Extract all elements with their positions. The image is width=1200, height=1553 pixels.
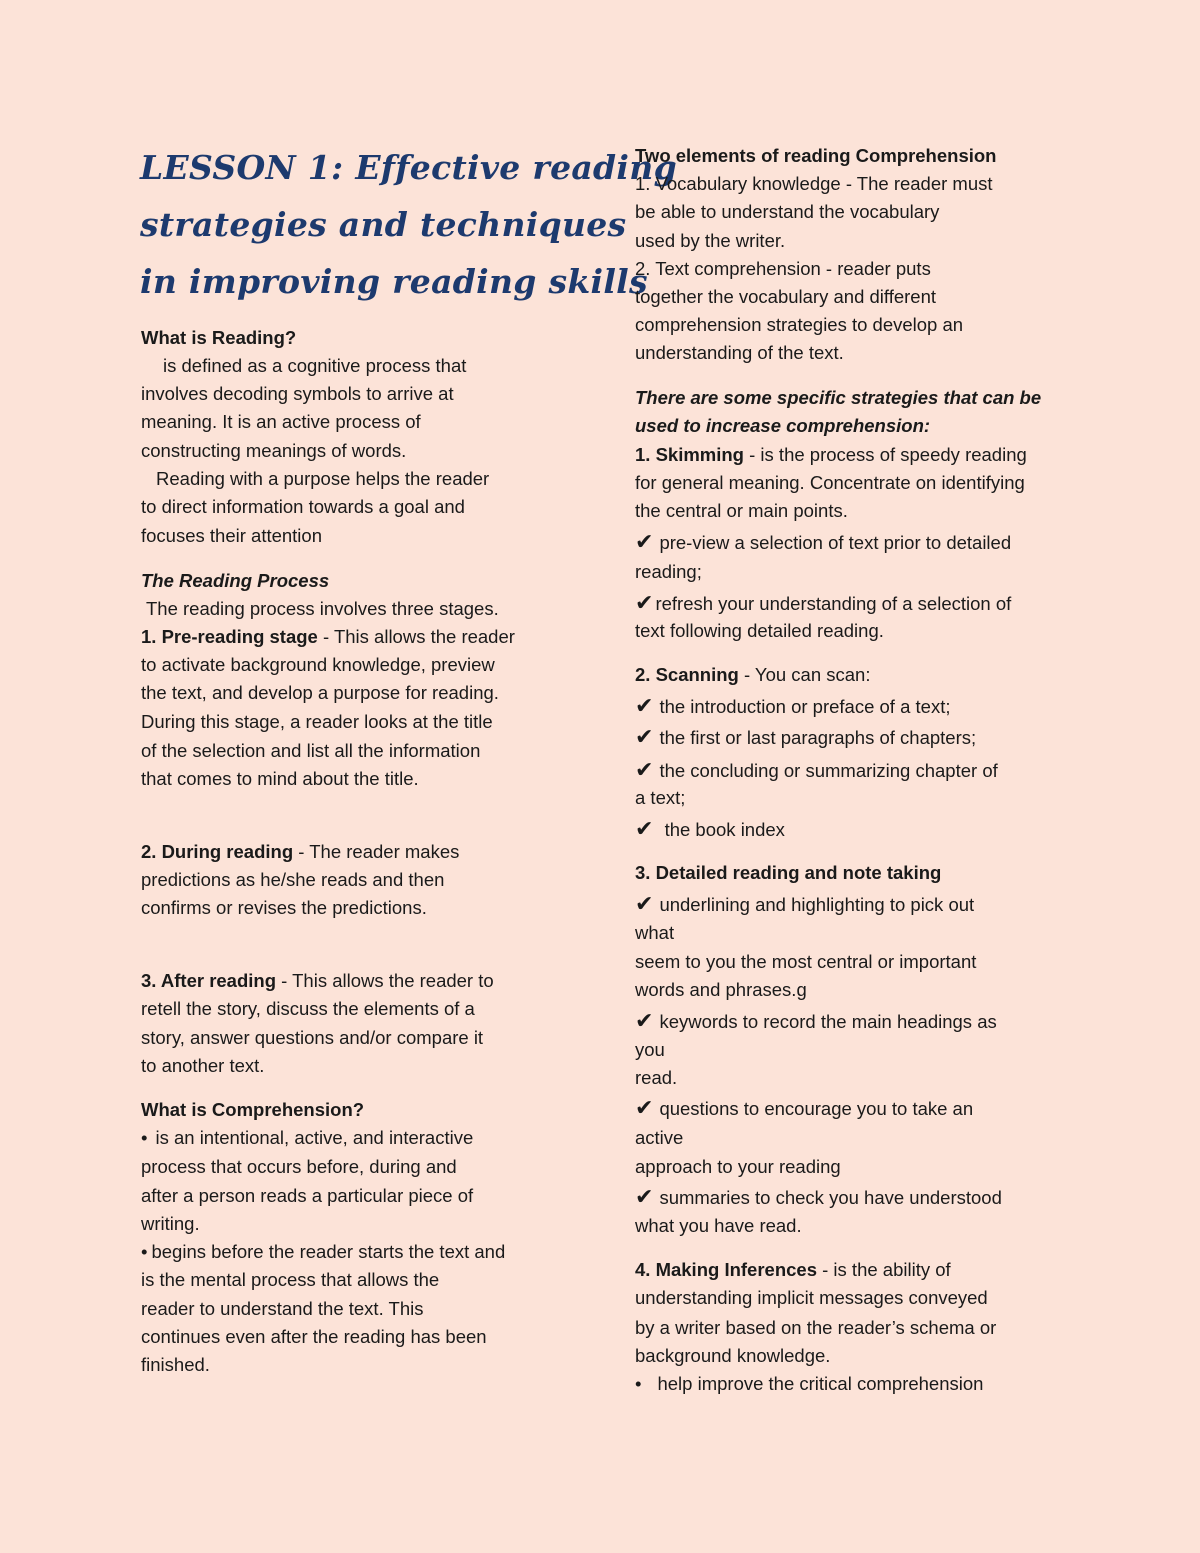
- paragraph-line: background knowledge.: [635, 1345, 831, 1366]
- bullet-item: [141, 1240, 505, 1264]
- checklist-text: keywords to record the main headings as: [659, 1011, 997, 1032]
- checklist-text: questions to encourage you to take an: [659, 1098, 974, 1119]
- checkmark-icon: ✔: [635, 529, 654, 554]
- bullet-icon: •: [141, 1241, 148, 1262]
- paragraph-line: is the mental process that allows the: [141, 1269, 440, 1290]
- paragraph-line: by a writer based on the reader’s schema or: [635, 1317, 997, 1338]
- checkmark-icon: ✔: [635, 757, 654, 782]
- paragraph-line: you: [635, 1039, 665, 1060]
- what-is-comprehension-heading: What is Comprehension?: [141, 1099, 365, 1120]
- checklist-item: [635, 1009, 997, 1034]
- paragraph-line: involves decoding symbols to arrive at: [141, 383, 454, 404]
- checklist-text: summaries to check you have understood: [659, 1187, 1002, 1208]
- paragraph-line: focuses their attention: [141, 525, 322, 546]
- checkmark-icon: ✔: [635, 816, 654, 841]
- paragraph-line: a text;: [635, 787, 686, 808]
- paragraph-line: understanding of the text.: [635, 342, 844, 363]
- stage-2-line: [141, 840, 459, 864]
- paragraph-line: 2. Text comprehension - reader puts: [635, 258, 931, 279]
- stage-3-line: [141, 969, 494, 993]
- paragraph-line: read.: [635, 1067, 678, 1088]
- checkmark-icon: ✔: [635, 590, 654, 615]
- inferences-line: [635, 1258, 951, 1282]
- checklist-text: the introduction or preface of a text;: [659, 696, 951, 717]
- scanning-label: 2. Scanning: [635, 664, 739, 685]
- bullet-item: [141, 1126, 473, 1150]
- stage-3-label: 3. After reading: [141, 970, 277, 991]
- paragraph-line: used by the writer.: [635, 230, 786, 251]
- paragraph-line: story, answer questions and/or compare it: [141, 1027, 484, 1048]
- reading-process-heading: The Reading Process: [141, 570, 330, 591]
- checkmark-icon: ✔: [635, 693, 654, 718]
- checkmark-icon: ✔: [635, 1184, 654, 1209]
- scanning-line: [635, 663, 870, 687]
- paragraph-line: seem to you the most central or important: [635, 951, 977, 972]
- paragraph-line: words and phrases.g: [635, 979, 807, 1000]
- strategies-intro: There are some specific strategies that can be: [635, 387, 1042, 408]
- paragraph-line: together the vocabulary and different: [635, 286, 937, 307]
- checkmark-icon: ✔: [635, 891, 654, 916]
- paragraph-line: predictions as he/she reads and then: [141, 869, 445, 890]
- paragraph-line: 1. Vocabulary knowledge - The reader must: [635, 173, 993, 194]
- checklist-item: [635, 694, 950, 719]
- stage-1-line: [141, 625, 515, 649]
- checkmark-icon: ✔: [635, 1008, 654, 1033]
- scanning-text: - You can scan:: [738, 664, 871, 685]
- bullet-item: [635, 1372, 983, 1396]
- paragraph-line: finished.: [141, 1354, 210, 1375]
- paragraph-line: approach to your reading: [635, 1156, 841, 1177]
- paragraph-line: retell the story, discuss the elements of a: [141, 998, 475, 1019]
- paragraph-line: after a person reads a particular piece of: [141, 1185, 474, 1206]
- checklist-item: [635, 591, 1011, 616]
- paragraph-line: active: [635, 1127, 684, 1148]
- inferences-label: 4. Making Inferences: [635, 1259, 817, 1280]
- paragraph-line: reading;: [635, 561, 702, 582]
- bullet-icon: •: [635, 1373, 642, 1394]
- paragraph-line: Reading with a purpose helps the reader: [156, 468, 490, 489]
- skimming-label: 1. Skimming: [635, 444, 744, 465]
- stage-2-label: 2. During reading: [141, 841, 294, 862]
- paragraph-line: for general meaning. Concentrate on identifying: [635, 472, 1025, 493]
- paragraph-line: be able to understand the vocabulary: [635, 201, 940, 222]
- checklist-text: the book index: [659, 819, 785, 840]
- paragraph-line: is defined as a cognitive process that: [163, 355, 467, 376]
- paragraph-line: what: [635, 922, 675, 943]
- checkmark-icon: ✔: [635, 724, 654, 749]
- checkmark-icon: ✔: [635, 1095, 654, 1120]
- two-elements-heading: Two elements of reading Comprehension: [635, 145, 997, 166]
- paragraph-line: to direct information towards a goal and: [141, 496, 465, 517]
- paragraph-line: to activate background knowledge, preview: [141, 654, 495, 675]
- checklist-item: [635, 892, 974, 917]
- checklist-item: [635, 1185, 1002, 1210]
- lesson-title-line-1: LESSON 1: Effective reading: [140, 148, 677, 187]
- checklist-text: the concluding or summarizing chapter of: [659, 760, 998, 781]
- bullet-text: help improve the critical comprehension: [657, 1373, 984, 1394]
- checklist-item: [635, 530, 1011, 555]
- paragraph-line: During this stage, a reader looks at the title: [141, 711, 493, 732]
- stage-1-label: 1. Pre-reading stage: [141, 626, 318, 647]
- paragraph-line: what you have read.: [635, 1215, 802, 1236]
- paragraph-line: meaning. It is an active process of: [141, 411, 421, 432]
- stage-2-text: - The reader makes: [293, 841, 460, 862]
- paragraph-line: process that occurs before, during and: [141, 1156, 457, 1177]
- paragraph-line: continues even after the reading has been: [141, 1326, 487, 1347]
- checklist-text: the first or last paragraphs of chapters;: [659, 727, 977, 748]
- paragraph-line: constructing meanings of words.: [141, 440, 407, 461]
- paragraph-line: comprehension strategies to develop an: [635, 314, 964, 335]
- stage-1-text: - This allows the reader: [317, 626, 515, 647]
- skimming-text: - is the process of speedy reading: [743, 444, 1027, 465]
- paragraph-line: reader to understand the text. This: [141, 1298, 424, 1319]
- checklist-item: [635, 725, 976, 750]
- bullet-text: begins before the reader starts the text and: [151, 1241, 506, 1262]
- paragraph-line: that comes to mind about the title.: [141, 768, 419, 789]
- checklist-item: [635, 758, 998, 783]
- paragraph-line: the text, and develop a purpose for reading.: [141, 682, 499, 703]
- checklist-text: underlining and highlighting to pick out: [659, 894, 975, 915]
- paragraph-line: understanding implicit messages conveyed: [635, 1287, 988, 1308]
- detailed-reading-heading: 3. Detailed reading and note taking: [635, 862, 942, 883]
- checklist-item: [635, 817, 785, 842]
- inferences-text: - is the ability of: [816, 1259, 951, 1280]
- checklist-text: pre-view a selection of text prior to detailed: [659, 532, 1012, 553]
- paragraph-line: confirms or revises the predictions.: [141, 897, 427, 918]
- lesson-title-line-2: strategies and techniques: [140, 205, 627, 244]
- paragraph-line: The reading process involves three stages.: [146, 598, 499, 619]
- checklist-item: [635, 1096, 973, 1121]
- strategies-intro: used to increase comprehension:: [635, 415, 931, 436]
- what-is-reading-heading: What is Reading?: [141, 327, 297, 348]
- paragraph-line: to another text.: [141, 1055, 265, 1076]
- lesson-title-line-3: in improving reading skills: [140, 262, 648, 301]
- bullet-text: is an intentional, active, and interactive: [155, 1127, 474, 1148]
- bullet-icon: •: [141, 1127, 148, 1148]
- paragraph-line: the central or main points.: [635, 500, 848, 521]
- skimming-line: [635, 443, 1027, 467]
- paragraph-line: of the selection and list all the information: [141, 740, 481, 761]
- checklist-text: refresh your understanding of a selection of: [655, 593, 1012, 614]
- stage-3-text: - This allows the reader to: [276, 970, 494, 991]
- paragraph-line: text following detailed reading.: [635, 620, 884, 641]
- paragraph-line: writing.: [141, 1213, 200, 1234]
